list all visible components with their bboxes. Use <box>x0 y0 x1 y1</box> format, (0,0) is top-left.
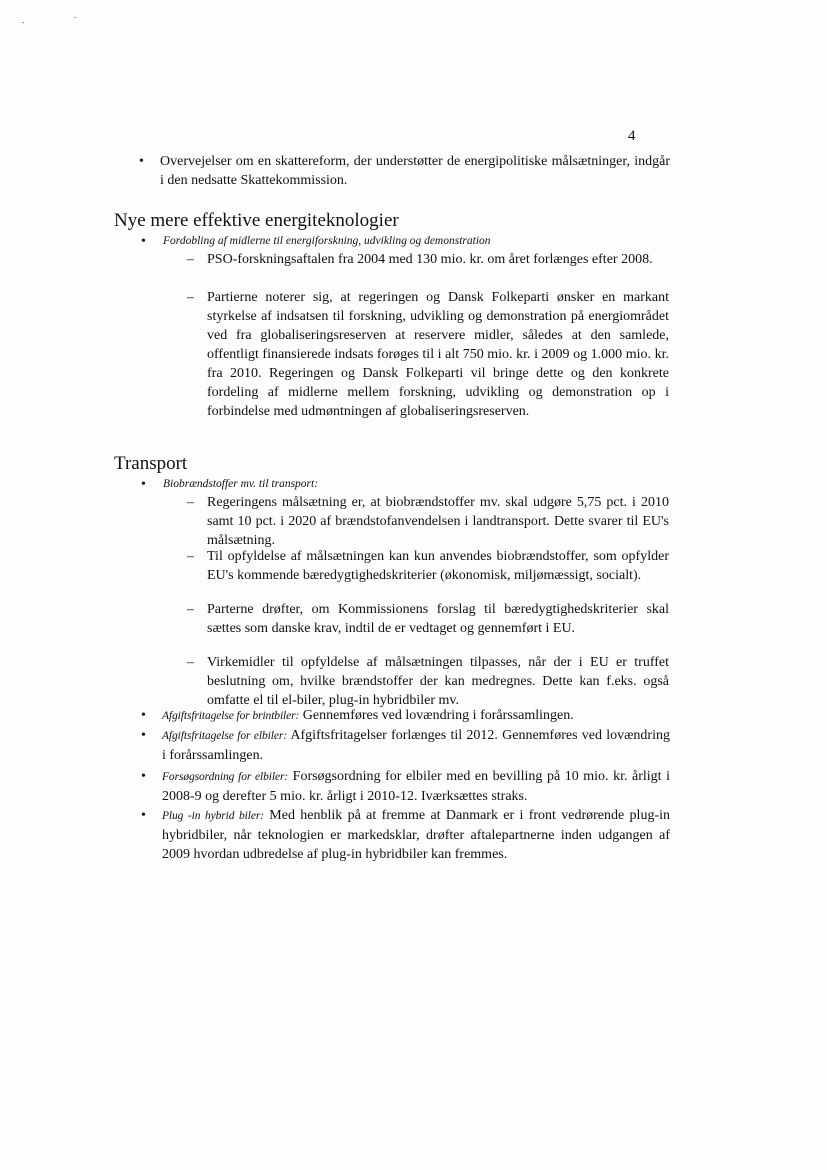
bullet-dot-icon: • <box>141 477 146 492</box>
scan-mark <box>74 17 76 18</box>
list-item: Partierne noterer sig, at regeringen og Dansk Folkeparti ønsker en markant styrkelse af indsatsen til forskning, udvikling og demonstration på energiområdet ved fra globaliseringsreserven at reservere midler, således at den samlede, offentligt finansierede indsats forøges til i alt 750 mio. kr. i 2009 og 1.000 mio. kr. fra 2010. Regeringen og Dansk Folkeparti vil bringe dette og den konkrete fordeling af midlerne mellem forskning, udvikling og demonstration op i forbindelse med udmøntningen af globaliseringsreserven. <box>207 290 669 419</box>
dash-icon: – <box>187 252 194 267</box>
bullet-dot-icon: • <box>139 154 144 169</box>
section-heading-transport: Transport <box>114 453 188 474</box>
bullet-dot-icon: • <box>141 708 146 723</box>
bullet-label: Plug -in hybrid biler: <box>162 810 264 822</box>
list-item: Regeringens målsætning er, at biobrændstoffer mv. skal udgøre 5,75 pct. i 2010 samt 10 pct. i 2020 af brændstofanvendelsen i landtransport. Dette svarer til EU's målsætning. <box>207 495 669 548</box>
list-item: PSO-forskningsaftalen fra 2004 med 130 mio. kr. om året forlænges efter 2008. <box>207 252 653 267</box>
bullet-dot-icon: • <box>141 234 146 249</box>
bullet-text: Forsøgsordning for elbiler med en bevilling på 10 mio. kr. årligt i 2008-9 og derefter 5 mio. kr. årligt i 2010-12. Iværksættes straks. <box>162 769 671 804</box>
list-item: Parterne drøfter, om Kommissionens forslag til bæredygtighedskriterier skal sættes som danske krav, indtil de er vedtaget og gennemført i EU. <box>207 602 669 636</box>
list-item <box>162 726 670 765</box>
list-item: Til opfyldelse af målsætningen kan kun anvendes biobrændstoffer, som opfylder EU's kommende bæredygtighedskriterier (økonomisk, miljømæssigt, socialt). <box>207 549 669 583</box>
bullet-dot-icon: • <box>141 728 146 743</box>
bullet-text: Afgiftsfritagelser forlænges til 2012. Gennemføres ved lovændring i forårssamlingen. <box>162 728 670 763</box>
list-item <box>162 767 670 806</box>
bullet-label: Afgiftsfritagelse for elbiler: <box>162 730 287 742</box>
dash-icon: – <box>187 549 194 564</box>
bullet-label: Forsøgsordning for elbiler: <box>162 771 289 783</box>
dash-icon: – <box>187 290 194 305</box>
bullet-dot-icon: • <box>141 808 146 823</box>
bullet-text: Med henblik på at fremme at Danmark er i front vedrørende plug-in hybridbiler, når teknologien er markedsklar, drøfter aftalepartnerne inden udgangen af 2009 hvordan udbredelse af plug-in hybridbiler kan fremmes. <box>162 808 670 862</box>
scan-mark <box>22 22 24 23</box>
section-subheading: Biobrændstoffer mv. til transport: <box>163 478 319 490</box>
list-item <box>162 706 670 726</box>
bullet-label: Afgiftsfritagelse for brintbiler: <box>162 710 300 722</box>
bullet-dot-icon: • <box>141 769 146 784</box>
list-item: Virkemidler til opfyldelse af målsætningen tilpasses, når der i EU er truffet beslutning om, hvilke brændstoffer der kan medregnes. Dette kan f.eks. også omfatte el til el-biler, plug-in hybridbiler mv. <box>207 655 669 708</box>
dash-icon: – <box>187 655 194 670</box>
list-item <box>162 806 670 864</box>
page-number: 4 <box>628 128 636 144</box>
dash-icon: – <box>187 602 194 617</box>
intro-bullet-text: Overvejelser om en skattereform, der understøtter de energipolitiske målsætninger, indgår i den nedsatte Skattekommission. <box>160 154 670 188</box>
bullet-text: Gennemføres ved lovændring i forårssamlingen. <box>299 708 574 723</box>
section-subheading: Fordobling af midlerne til energiforskning, udvikling og demonstration <box>163 235 491 247</box>
section-heading-energy-tech: Nye mere effektive energiteknologier <box>114 210 399 231</box>
dash-icon: – <box>187 495 194 510</box>
